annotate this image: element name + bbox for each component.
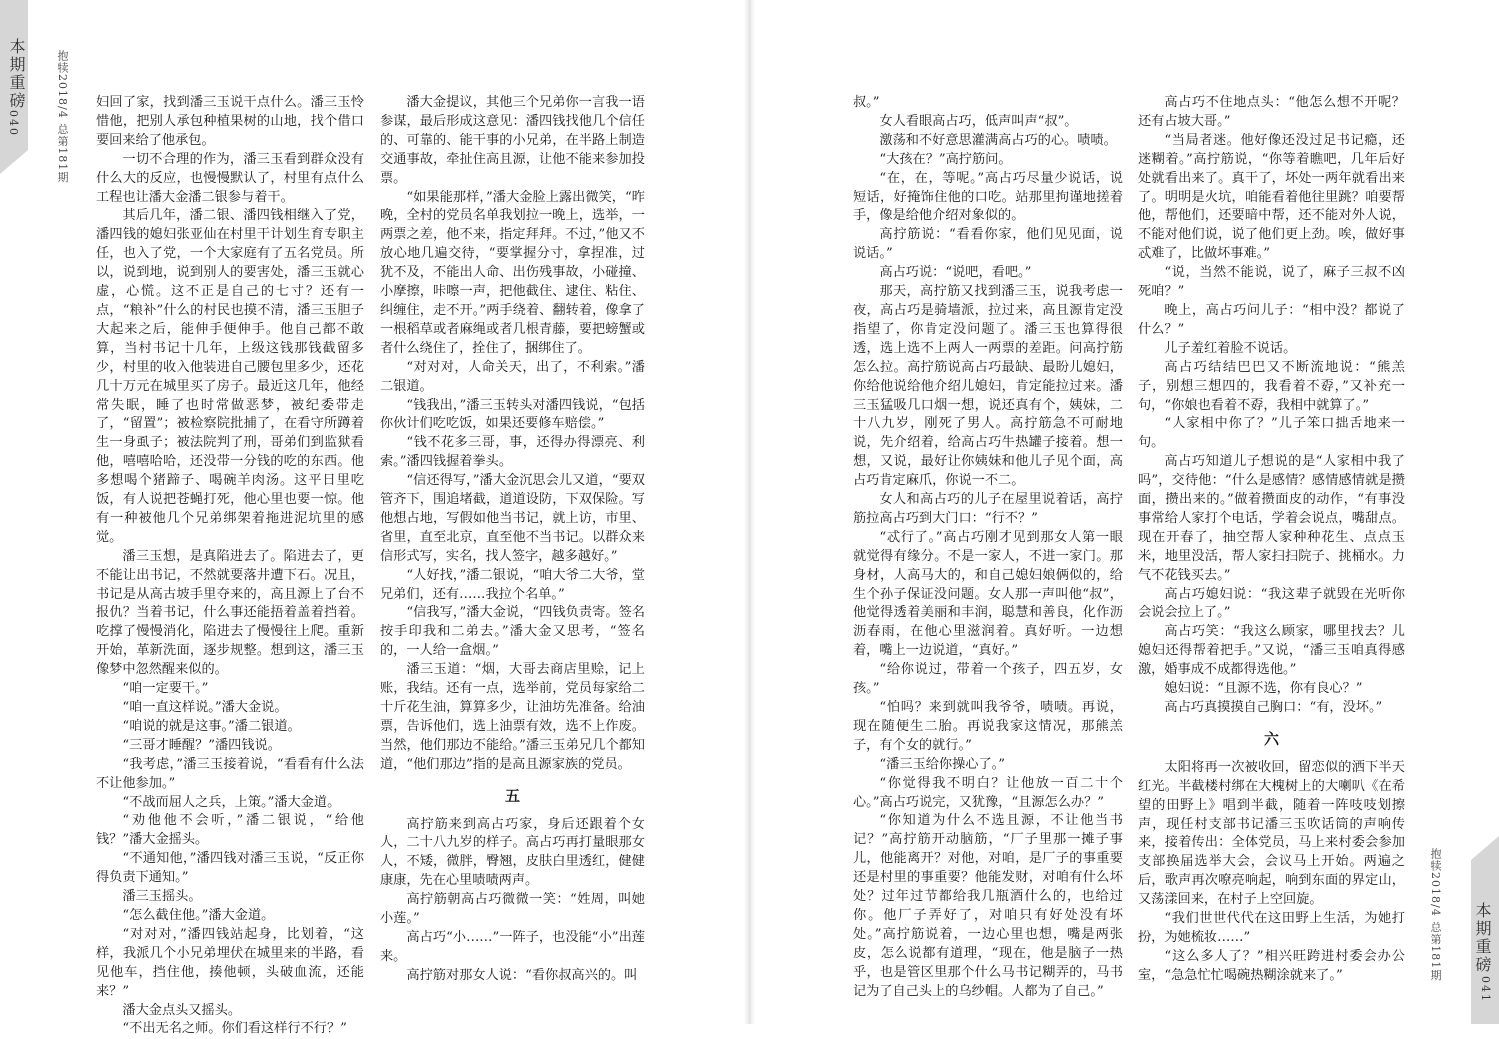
page-number-left: 040 [7,110,20,137]
paragraph: 高拧筋来到高占巧家，身后还跟着个女人，二十八九岁的样子。高占巧再打量眼那女人，不矮，微胖，臀翘，皮肤白里透红，健健康康，先在心里啧啧两声。 [380,816,645,889]
left-page-column-1 [96,94,364,1039]
paragraph: 其后几年，潘二银、潘四钱相继入了党，潘四钱的媳妇张亚仙在村里干计划生育专职主任，也入了党，一个大家庭有了五名党员。所以，说到地，说到别人的要害处，潘三玉就心虚，心慌。这不正是自己的七寸？还有一点，“粮补”什么的村民也摸不清，潘三玉胆子大起来之后，能伸手便伸手。他自己都不敢算，当村书记十几年，上级这钱那钱截留多少，村里的收入他装进自己腰包里多少，还花几十万元在城里买了房子。最近这几年，他经常失眠，睡了也时常做恶梦，被纪委带走了，“留置”；被检察院批捕了，在看守所蹲着生一身虱子；被法院判了刑，哥弟们到监狱看他，嘻嘻哈哈，还没带一分钱的吃的东西。他多想喝个猪蹄子、喝碗羊肉汤。这平日里吃饭，有人说把苍蝇打死，他心里也要一惊。他有一种被他几个兄弟绑架着拖进泥坑里的感觉。 [96,208,364,545]
paragraph: “对对对，人命关天，出了，不利索。”潘二银道。 [380,359,645,394]
paragraph: 高占巧说：“说吧，看吧。” [879,265,1032,281]
paragraph: 高占巧知道儿子想说的是“人家相中我了吗”，交待他：“什么是感情？感情感情就是攒面，攒出来的。”做着攒面皮的动作，“有事没事常给人家打个电话，学着会说点，嘴甜点。现在开春了，抽空帮人家种种花生、点点玉米，地里没活，帮人家扫扫院子、挑桶水。力气不花钱买去。” [1138,454,1405,583]
paragraph: 潘三玉摇头。 [122,889,202,905]
paragraph: “咱说的就是这事。”潘二银道。 [122,718,301,734]
running-header-right: 抱犊2018/4 总第181期 [1429,848,1442,982]
paragraph: “不通知他，”潘四钱对潘三玉说，“反正你得负责下通知。” [96,851,364,886]
paragraph: 儿子羞红着脸不说话。 [1164,340,1297,356]
paragraph: “你觉得我不明白？让他放一百二十个心。”高占巧说完，又犹豫，“且源怎么办？” [853,775,1123,810]
paragraph: “劝他他不会听，”潘二银说，“给他钱？”潘大金摇头。 [96,813,364,848]
paragraph: “钱不花多三哥，事，还得办得漂亮、利索。”潘四钱握着拳头。 [380,435,645,470]
paragraph: 太阳将再一次被收回，留恋似的洒下半天红光。半截楼村绑在大槐树上的大喇叭《在希望的田野上》唱到半截，随着一阵吱吱划擦声，现任村支部书记潘三玉吹话筒的声响传来，接着传出：全体党员，马上来村委会参加支部换届选举大会，会议马上开始。两遍之后，歌声再次嘹亮响起，响到东面的界定山，又荡漾回来，在村子上空回旋。 [1138,759,1405,908]
paragraph: 晚上，高占巧问儿子：“相中没？都说了什么？” [1138,302,1405,337]
section-heading: 五 [504,786,520,805]
section-tab-right-fold [1471,836,1499,860]
right-page-column-1 [853,94,1123,1002]
paragraph: “不战而屈人之兵，上策。”潘大金道。 [122,794,341,810]
section-label-right: 本期重磅 [1473,902,1492,974]
paragraph: “对对对，”潘四钱站起身，比划着，“这样，我派几个小兄弟埋伏在城里来的半路，看见他车，挡住他，揍他顿，头破血流，还能来？” [96,926,364,999]
paragraph: “忒行了。”高占巧刚才见到那女人第一眼就觉得有缘分。不是一家人，不进一家门。那身材，人高马大的，和自己媳妇娘俩似的，给生个孙子保证没问题。女人那一声叫他“叔”，他觉得透着美丽和丰润，聪慧和善良，化作沥沥春雨，在他心里滋润着。真好听。一边想着，嘴上一边说道，“真好。” [853,529,1123,659]
paragraph: 妇回了家，找到潘三玉说干点什么。潘三玉怜惜他，把别人承包种植果树的山地，找个借口要回来给了他承包。 [96,95,364,148]
paragraph: “这么多人了？”相兴旺跨进村委会办公室，“急急忙忙喝碗热糊涂就来了。” [1138,948,1405,983]
paragraph: “大孩在？”高拧筋问。 [879,151,1012,167]
paragraph: 激荡和不好意思灌满高占巧的心。啧啧。 [879,132,1117,148]
right-page-column-2 [1138,94,1405,986]
left-page-column-2 [380,94,645,986]
paragraph: 叔。” [853,95,880,110]
paragraph: “人好找，”潘二银说，“咱大爷二大爷，堂兄弟们，还有……我拉个名单。” [380,567,645,602]
paragraph: “在，在，等呢。”高占巧尽量少说话，说短话，好掩饰住他的口吃。站那里拘谨地搓着手，像是给他介绍对象似的。 [853,170,1123,224]
paragraph: 女人看眼高占巧，低声叫声“叔”。 [879,113,1078,129]
page-spine [744,0,755,1024]
paragraph: 高拧筋朝高占巧微微一笑：“姓周，叫她小莲。” [380,892,645,927]
paragraph: “给你说过，带着一个孩子，四五岁，女孩。” [853,662,1123,697]
paragraph: “不出无名之师。你们看这样行不行？” [122,1021,347,1037]
paragraph: “怕吗？来到就叫我爷爷，啧啧。再说，现在随便生二胎。再说我家这情况，那熊羔子，有个女的就行。” [853,700,1123,753]
paragraph: “如果能那样，”潘大金脸上露出微笑，“昨晚，全村的党员名单我划拉一晚上，选举，一两票之差，他不来，指定拜拜。不过，”他又不放心地几遍交待，“要掌握分寸，拿捏准，过犹不及，不能出人命、出伤残事故，小碰撞、小摩擦，咔嚓一声，把他截住、逮住、粘住、纠缠住，走不开。”两手绕着、翻转着，像拿了一根稻草或者麻绳或者几根青藤，要把螃蟹或者什么绕住了，拴住了，捆绑住了。 [380,189,645,356]
paragraph: 媳妇说：“且源不选，你有良心？” [1164,681,1363,697]
paragraph: “我考虑，”潘三玉接着说，“看看有什么法不让他参加。” [96,756,364,791]
paragraph: “当局者迷。他好像还没过足书记瘾，还迷糊着。”高拧筋说，“你等着瞧吧，几年后好处就看出来了。真干了，坏处一两年就看出来了。明明是火坑，咱能看着他往里跳？咱要帮他，帮他们，还要暗中帮，还不能对外人说，不能对他们说，说了他们更上劲。唉，做好事忒难了，比做坏事难。” [1138,132,1405,262]
paragraph: “说，当然不能说，说了，麻子三叔不凶死咱？” [1138,265,1405,300]
paragraph: “信我写，”潘大金说，“四钱负责寄。签名按手印我和二弟去。”潘大金又思考，“签名的，一人给一盒烟。” [380,605,645,659]
paragraph: “我们世世代代在这田野上生活，为她打扮，为她梳妆……” [1138,911,1405,945]
paragraph: 潘大金提议，其他三个兄弟你一言我一语参谋，最后形成这意见：潘四钱找他几个信任的、可靠的、能干事的小兄弟，在半路上制造交通事故，牵扯住高且源，让他不能来参加投票。 [380,95,645,186]
paragraph: 潘三玉想，是真陷进去了。陷进去了，更不能让出书记，不然就要落井遭下石。况且，书记是从高古坡手里夺来的，高且源上了台不报仇？当着书记，什么事还能捂着盖着挡着。吃撑了慢慢消化，陷进去了慢慢往上爬。重新开始，革新洗面，逐步规整。想到这，潘三玉像梦中忽然醒来似的。 [96,548,364,678]
paragraph: “三哥才睡醒？”潘四钱说。 [122,737,281,753]
paragraph: 女人和高占巧的儿子在屋里说着话，高拧筋拉高占巧到大门口：“行不？” [853,492,1123,526]
paragraph: 高占巧不住地点头：“他怎么想不开呢？还有占坡大哥。” [1138,95,1405,129]
paragraph: “怎么截住他。”潘大金道。 [122,907,275,923]
paragraph: 高占巧“小……”一阵子，也没能“小”出莲来。 [380,929,645,964]
paragraph: “潘三玉给你操心了。” [879,756,1005,772]
paragraph: 高拧筋对那女人说：“看你叔高兴的。叫 [406,967,638,983]
running-header-left: 抱犊2018/4 总第181期 [56,50,69,184]
section-heading: 六 [1263,729,1279,748]
paragraph: 高占巧笑：“我这么顾家，哪里找去？儿媳妇还得帮着把手。”又说，“潘三玉咱真得感激，婚事成不成都得选他。” [1138,624,1405,678]
paragraph: “信还得写，”潘大金沉思会儿又道，“要双管齐下，围追堵截，道道设防，下双保险。写他想占地，写假如他当书记，就上访，市里、省里，直至北京，直至他不当书记。以群众来信形式写，实名，找人签字，越多越好。” [380,473,645,564]
paragraph: 高占巧结结巴巴又不断流地说：“熊羔子，别想三想四的，我看着不孬，”又补充一句，“你娘也看着不孬，我相中就算了。” [1138,359,1405,413]
paragraph: 潘三玉道：“烟，大哥去商店里赊，记上账，我结。还有一点，选举前，党员每家给二十斤花生油，算算多少，让油坊先准备。给油票，告诉他们，选上油票有效，选不上作废。当然，他们那边不能给。”潘三玉弟兄几个都知道，“他们那边”指的是高且源家族的党员。 [380,662,645,772]
paragraph: 高拧筋说：“看看你家，他们见见面，说说话。” [853,227,1123,262]
paragraph: “钱我出，”潘三玉转头对潘四钱说，“包括你伙计们吃吃饭，如果还要修车赔偿。” [380,397,645,432]
section-tab-left-fold [0,150,28,174]
paragraph: 高占巧媳妇说：“我这辈子就毁在光听你会说会拉上了。” [1138,586,1405,621]
page-number-right: 041 [1479,976,1492,1003]
paragraph: “咱一直这样说。”潘大金说。 [122,700,288,715]
section-label-left: 本期重磅 [7,38,26,110]
paragraph: 一切不合理的作为，潘三玉看到群众没有什么大的反应，也慢慢默认了，村里有点什么工程也让潘大金潘二银参与着干。 [96,151,364,205]
paragraph: 那天，高拧筋又找到潘三玉，说我考虑一夜，高占巧是骑墙派，拉过来，高且源肯定没指望了，你肯定没问题了。潘三玉也算得很透，选上选不上两人一两票的差距。问高拧筋怎么拉。高拧筋说高占巧最缺、最盼儿媳妇，你给他说给他介绍儿媳妇，肯定能拉过来。潘三玉猛吸几口烟一想，说还真有个，姨妹，二十八九岁，刚死了男人。高拧筋急不可耐地说，先介绍着，给高占巧牛热罐子接着。想一想，又说，最好让你姨妹和他儿子见个面，高占巧肯定麻爪，你说一不二。 [853,284,1123,489]
paragraph: 潘大金点头又摇头。 [122,1002,242,1018]
paragraph: 高占巧真摸摸自己胸口：“有，没坏。” [1164,700,1383,715]
paragraph: “你知道为什么不选且源，不让他当书记？”高拧筋开动脑筋，“厂子里那一摊子事儿，他能离开？对他，对咱，是厂子的事重要还是村里的事重要？他能发财，对咱有什么坏处？过年过节都给我几瓶酒什么的，也给过你。他厂子弄好了，对咱只有好处没有坏处。”高拧筋说着，一边心里也想，嘴是两张皮，怎么说都有道理，“现在，他是脑子一热乎，也是管区里那个什么马书记糊弄的，马书记为了自己头上的乌纱帽。人都为了自己。” [853,813,1123,999]
paragraph: “人家相中你了？”儿子笨口拙舌地来一句。 [1138,416,1405,451]
paragraph: “咱一定要干。” [122,681,209,697]
